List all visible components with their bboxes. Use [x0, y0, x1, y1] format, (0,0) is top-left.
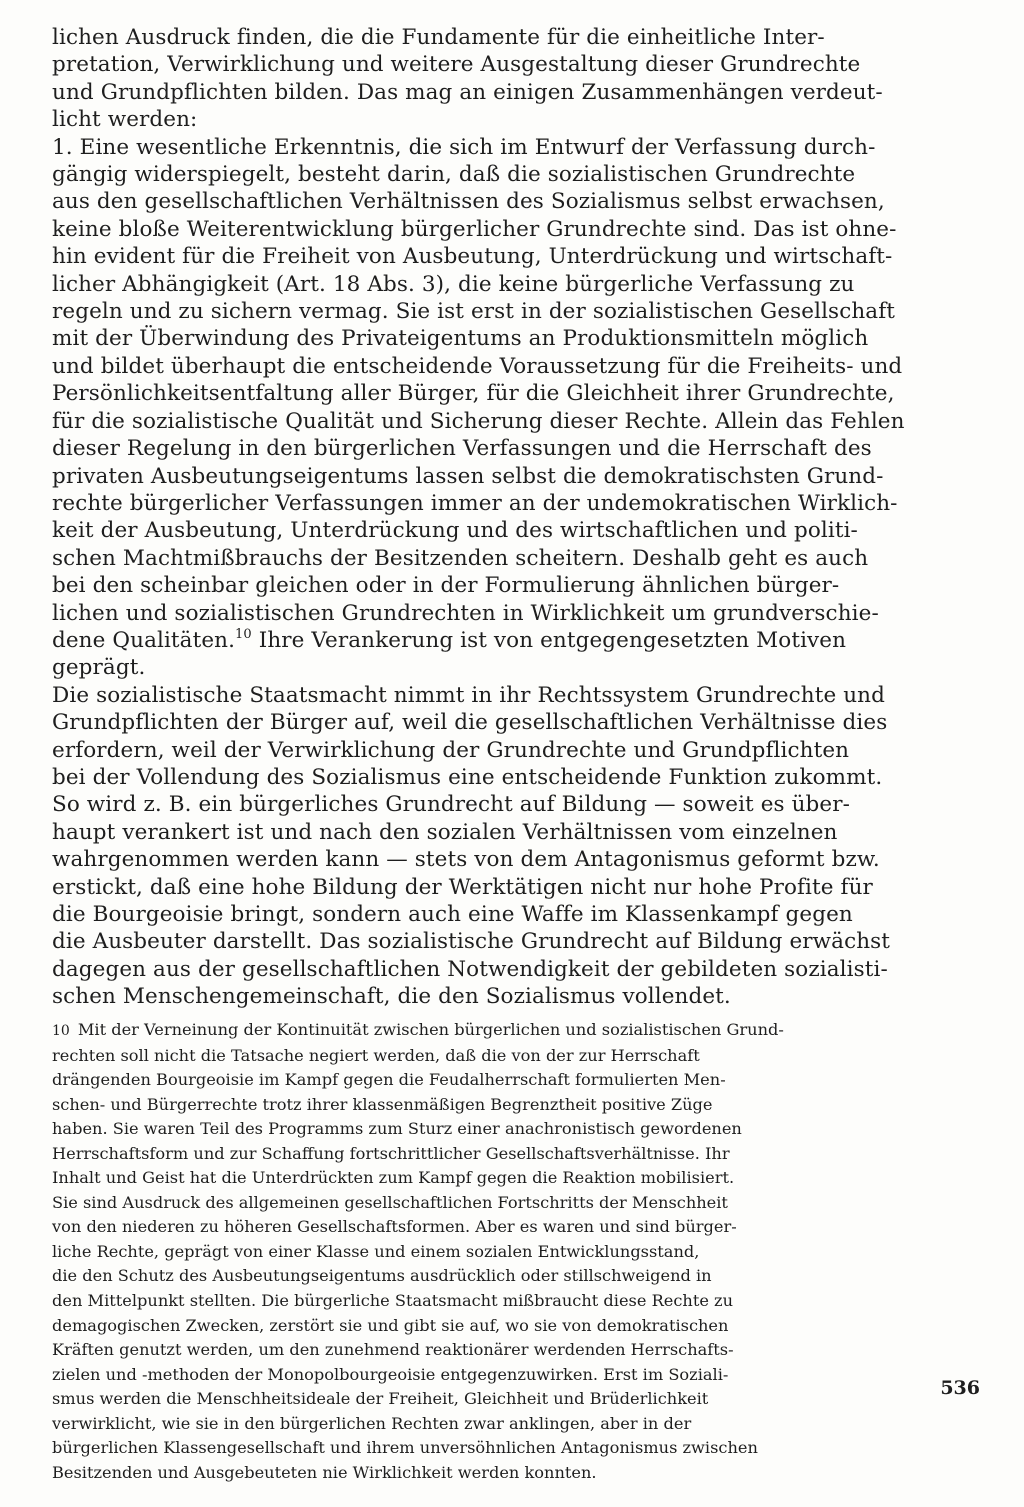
- footnote-line: bürgerlichen Klassengesellschaft und ihrem unversöhnlichen Antagonismus zwischen: [52, 1438, 758, 1458]
- text-line: bei der Vollendung des Sozialismus eine entscheidende Funktion zukommt.: [52, 764, 883, 790]
- footnote-line: haben. Sie waren Teil des Programms zum Sturz einer anachronistisch gewordenen: [52, 1119, 742, 1139]
- text-line: privaten Ausbeutungseigentums lassen selbst die demokratischsten Grund-: [52, 463, 884, 489]
- text-line: dene Qualitäten.: [52, 627, 236, 653]
- text-line: geprägt.: [52, 655, 146, 681]
- footnote-line: Kräften genutzt werden, um den zunehmend reaktionärer werdenden Herrschafts-: [52, 1340, 734, 1360]
- footnote-line: verwirklicht, wie sie in den bürgerlichen Rechten zwar anklingen, aber in der: [52, 1413, 692, 1433]
- footnote-text: [52, 1018, 974, 1485]
- text-line: die Bourgeoisie bringt, sondern auch eine Waffe im Klassenkampf gegen: [52, 902, 853, 927]
- text-line: lichen Ausdruck finden, die die Fundamente für die einheitliche Inter-: [52, 25, 825, 50]
- text-line: regeln und zu sichern vermag. Sie ist erst in der sozialistischen Gesellschaft: [52, 299, 895, 325]
- text-line: bei den scheinbar gleichen oder in der Formulierung ähnlichen bürger-: [52, 573, 840, 599]
- text-line: gängig widerspiegelt, besteht darin, daß die sozialistischen Grundrechte: [52, 162, 856, 188]
- text-line: hin evident für die Freiheit von Ausbeutung, Unterdrückung und wirtschaft-: [52, 244, 893, 270]
- text-line: erstickt, daß eine hohe Bildung der Werktätigen nicht nur hohe Profite für: [52, 874, 873, 900]
- footnote-line: drängenden Bourgeoisie im Kampf gegen die Feudalherrschaft formulierten Men-: [52, 1070, 726, 1090]
- footnote-line: Mit der Verneinung der Kontinuität zwischen bürgerlichen und sozialistischen Grund-: [77, 1020, 784, 1039]
- text-line: aus den gesellschaftlichen Verhältnissen des Sozialismus selbst erwachsen,: [52, 189, 885, 215]
- footnote-line: den Mittelpunkt stellten. Die bürgerliche Staatsmacht mißbraucht diese Rechte zu: [52, 1291, 734, 1311]
- footnote-reference[interactable]: 10: [235, 626, 252, 642]
- text-line: wahrgenommen werden kann — stets von dem Antagonismus geformt bzw.: [52, 847, 880, 873]
- footnote-line: von den niederen zu höheren Gesellschaftsformen. Aber es waren und sind bürger-: [52, 1217, 737, 1237]
- text-line: schen Menschengemeinschaft, die den Sozialismus vollendet.: [52, 984, 731, 1010]
- footnote-line: smus werden die Menschheitsideale der Freiheit, Gleichheit und Brüderlichkeit: [52, 1389, 709, 1409]
- text-line: erfordern, weil der Verwirklichung der Grundrechte und Grundpflichten: [52, 737, 850, 763]
- footnote-line: rechten soll nicht die Tatsache negiert werden, daß die von der zur Herrschaft: [52, 1045, 700, 1065]
- text-line: Grundpflichten der Bürger auf, weil die gesellschaftlichen Verhältnisse dies: [52, 710, 888, 736]
- text-line: licht werden:: [52, 107, 198, 133]
- text-line: für die sozialistische Qualität und Sicherung dieser Rechte. Allein das Fehlen: [52, 408, 905, 434]
- text-line: Die sozialistische Staatsmacht nimmt in ihr Rechtssystem Grundrechte und: [52, 682, 885, 708]
- text-line: 1. Eine wesentliche Erkenntnis, die sich im Entwurf der Verfassung durch-: [52, 134, 876, 160]
- text-line: licher Abhängigkeit (Art. 18 Abs. 3), die keine bürgerliche Verfassung zu: [52, 271, 855, 297]
- footnote-line: zielen und -methoden der Monopolbourgeoisie entgegenzuwirken. Erst im Soziali-: [52, 1364, 729, 1384]
- text-line: Ihre Verankerung ist von entgegengesetzten Motiven: [251, 627, 847, 653]
- footnote: [52, 1018, 974, 1485]
- text-line: und bildet überhaupt die entscheidende Voraussetzung für die Freiheits- und: [52, 353, 903, 379]
- footnote-line: die den Schutz des Ausbeutungseigentums ausdrücklich oder stillschweigend in: [52, 1266, 712, 1286]
- footnote-line: liche Rechte, geprägt von einer Klasse und einem sozialen Entwicklungsstand,: [52, 1241, 700, 1261]
- footnote-line: schen- und Bürgerrechte trotz ihrer klassenmäßigen Begrenztheit positive Züge: [52, 1094, 713, 1114]
- text-line: keit der Ausbeutung, Unterdrückung und des wirtschaftlichen und politi-: [52, 518, 858, 544]
- text-line: keine bloße Weiterentwicklung bürgerlicher Grundrechte sind. Das ist ohne-: [52, 216, 897, 242]
- footnote-marker: 10: [52, 1023, 70, 1039]
- main-text: [52, 24, 974, 1011]
- text-line: dagegen aus der gesellschaftlichen Notwendigkeit der gebildeten sozialisti-: [52, 956, 888, 982]
- text-line: die Ausbeuter darstellt. Das sozialistische Grundrecht auf Bildung erwächst: [52, 929, 891, 955]
- footnote-line: Inhalt und Geist hat die Unterdrückten zum Kampf gegen die Reaktion mobilisiert.: [52, 1168, 735, 1188]
- text-line: Persönlichkeitsentfaltung aller Bürger, für die Gleichheit ihrer Grundrechte,: [52, 381, 895, 407]
- text-line: haupt verankert ist und nach den sozialen Verhältnissen vom einzelnen: [52, 819, 838, 845]
- page-number: 536: [940, 1377, 980, 1399]
- footnote-line: Sie sind Ausdruck des allgemeinen gesellschaftlichen Fortschritts der Menschheit: [52, 1192, 728, 1212]
- text-line: und Grundpflichten bilden. Das mag an einigen Zusammenhängen verdeut-: [52, 79, 883, 105]
- footnote-line: Herrschaftsform und zur Schaffung fortschrittlicher Gesellschaftsverhältnisse. Ihr: [52, 1143, 730, 1163]
- text-line: pretation, Verwirklichung und weitere Ausgestaltung dieser Grundrechte: [52, 52, 861, 78]
- footnote-line: Besitzenden und Ausgebeuteten nie Wirklichkeit werden konnten.: [52, 1462, 597, 1482]
- text-line: lichen und sozialistischen Grundrechten in Wirklichkeit um grundverschie-: [52, 600, 879, 626]
- footnote-line: demagogischen Zwecken, zerstört sie und gibt sie auf, wo sie von demokratischen: [52, 1315, 729, 1335]
- paragraph-2: [52, 682, 974, 1011]
- text-line: rechte bürgerlicher Verfassungen immer an der undemokratischen Wirklich-: [52, 490, 898, 516]
- text-line: mit der Überwindung des Privateigentums an Produktionsmitteln möglich: [52, 326, 869, 352]
- paragraph-1: [52, 24, 974, 682]
- text-line: So wird z. B. ein bürgerliches Grundrecht auf Bildung — soweit es über-: [52, 792, 850, 818]
- text-line: schen Machtmißbrauchs der Besitzenden scheitern. Deshalb geht es auch: [52, 545, 869, 571]
- text-line: dieser Regelung in den bürgerlichen Verfassungen und die Herrschaft des: [52, 436, 872, 462]
